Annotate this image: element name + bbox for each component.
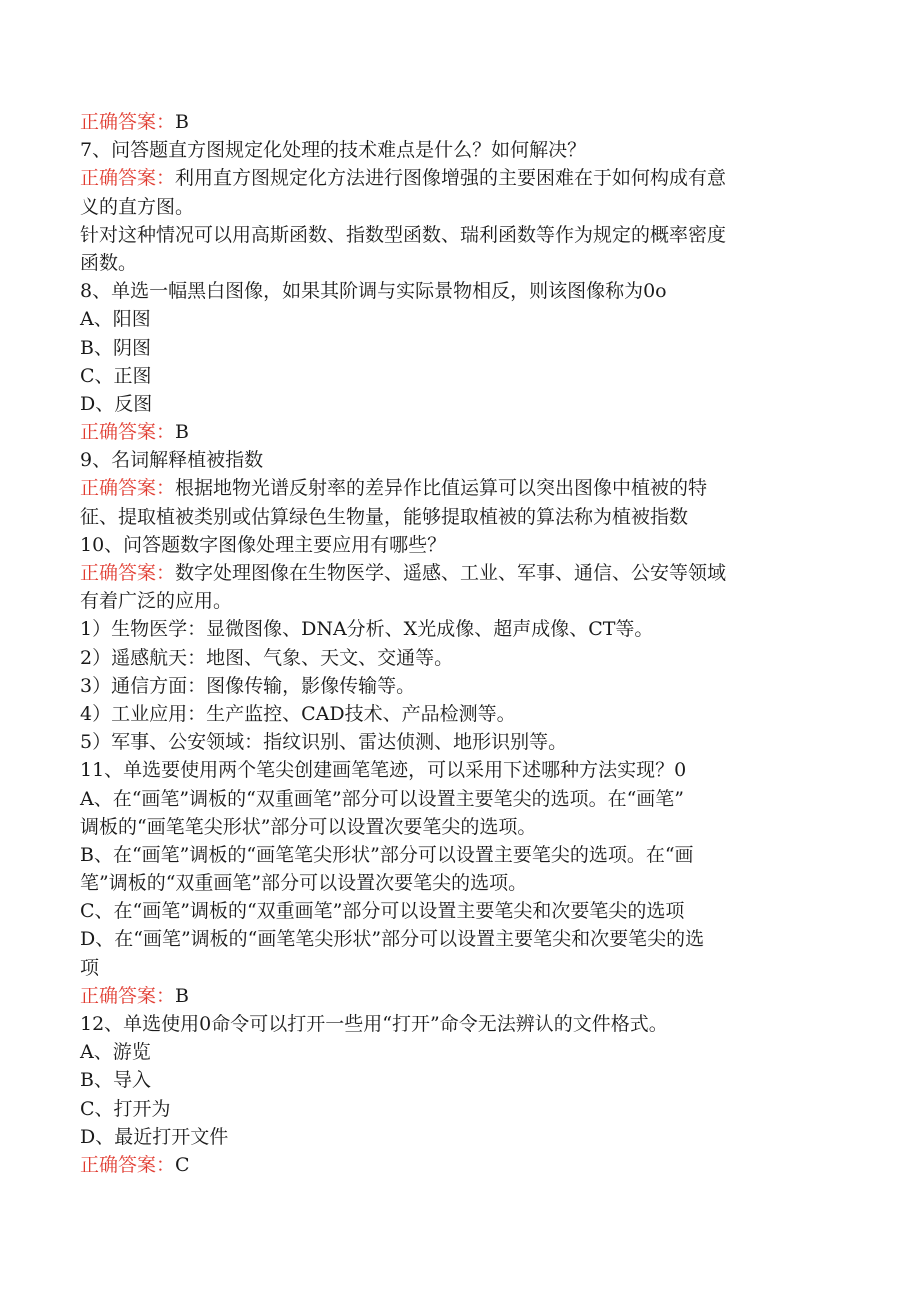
question-line: 10、问答题数字图像处理主要应用有哪些？ — [80, 533, 447, 556]
question-line: 9、名词解释植被指数 — [80, 449, 264, 472]
text-line: C、正图 — [80, 364, 152, 387]
answer-label: 正确答案： — [80, 984, 176, 1007]
text-line: 2）遥感航天：地图、气象、天文、交通等。 — [80, 646, 454, 669]
answer-line — [80, 418, 840, 446]
answer-line — [80, 474, 840, 502]
text-line: 征、提取植被类别或估算绿色生物量，能够提取植被的算法称为植被指数 — [80, 505, 689, 528]
text-line: D、最近打开文件 — [80, 1125, 229, 1148]
text-line: 4）工业应用：生产监控、CAD技术、产品检测等。 — [80, 702, 516, 725]
text-line: B、在“画笔”调板的“画笔笔尖形状”部分可以设置主要笔尖的选项。在“画 — [80, 843, 694, 866]
answer-label: 正确答案： — [80, 562, 176, 584]
text-line: B、阴图 — [80, 336, 151, 359]
text-line: 义的直方图。 — [80, 195, 195, 218]
text-line: 项 — [80, 956, 100, 979]
answer-value: C — [175, 1153, 190, 1176]
answer-label: 正确答案： — [80, 421, 176, 444]
answer-label: 正确答案： — [80, 167, 176, 190]
text-line: A、阳图 — [80, 308, 151, 331]
text-line: 5）军事、公安领域：指纹识别、雷达侦测、地形识别等。 — [80, 731, 568, 754]
text-line: A、在“画笔”调板的“双重画笔”部分可以设置主要笔尖的选项。在“画笔” — [80, 787, 685, 810]
text-line: 函数。 — [80, 251, 138, 274]
question-line: 8、单选一幅黑白图像，如果其阶调与实际景物相反，则该图像称为0o — [80, 280, 667, 303]
answer-label: 正确答案： — [80, 477, 176, 500]
question-line: 12、单选使用0命令可以打开一些用“打开”命令无法辨认的文件格式。 — [80, 1013, 668, 1035]
answer-value: B — [175, 111, 189, 133]
text-line: 1）生物医学：显微图像、DNA分析、X光成像、超声成像、CT等。 — [80, 618, 654, 641]
text-line: 调板的“画笔笔尖形状”部分可以设置次要笔尖的选项。 — [80, 815, 537, 838]
answer-value: 根据地物光谱反射率的差异作比值运算可以突出图像中植被的特 — [175, 477, 708, 500]
answer-label: 正确答案： — [80, 111, 176, 133]
answer-line — [80, 1151, 840, 1179]
answer-line — [80, 559, 840, 587]
text-line: 有着广泛的应用。 — [80, 590, 233, 613]
question-line: 11、单选要使用两个笔尖创建画笔笔迹，可以采用下述哪种方法实现？0 — [80, 759, 687, 782]
question-line: 7、问答题直方图规定化处理的技术难点是什么？如何解决？ — [80, 139, 587, 162]
answer-value: B — [175, 421, 189, 444]
answer-value: 利用直方图规定化方法进行图像增强的主要困难在于如何构成有意 — [175, 167, 727, 190]
text-line: C、打开为 — [80, 1097, 171, 1120]
text-line: A、游览 — [80, 1041, 151, 1064]
text-line: C、在“画笔”调板的“双重画笔”部分可以设置主要笔尖和次要笔尖的选项 — [80, 900, 685, 923]
answer-label: 正确答案： — [80, 1153, 176, 1176]
text-line: D、反图 — [80, 392, 153, 415]
text-line: 笔”调板的“双重画笔”部分可以设置次要笔尖的选项。 — [80, 872, 528, 895]
answer-line — [80, 164, 840, 192]
answer-value: B — [175, 984, 189, 1007]
text-line: B、导入 — [80, 1069, 151, 1092]
text-line: 3）通信方面：图像传输，影像传输等。 — [80, 674, 416, 697]
text-line: 针对这种情况可以用高斯函数、指数型函数、瑞利函数等作为规定的概率密度 — [80, 223, 727, 246]
answer-line — [80, 982, 840, 1010]
text-line: D、在“画笔”调板的“画笔笔尖形状”部分可以设置主要笔尖和次要笔尖的选 — [80, 928, 705, 951]
answer-value: 数字处理图像在生物医学、遥感、工业、军事、通信、公安等领域 — [175, 562, 727, 584]
document-page — [80, 108, 840, 1179]
answer-line — [80, 108, 840, 136]
